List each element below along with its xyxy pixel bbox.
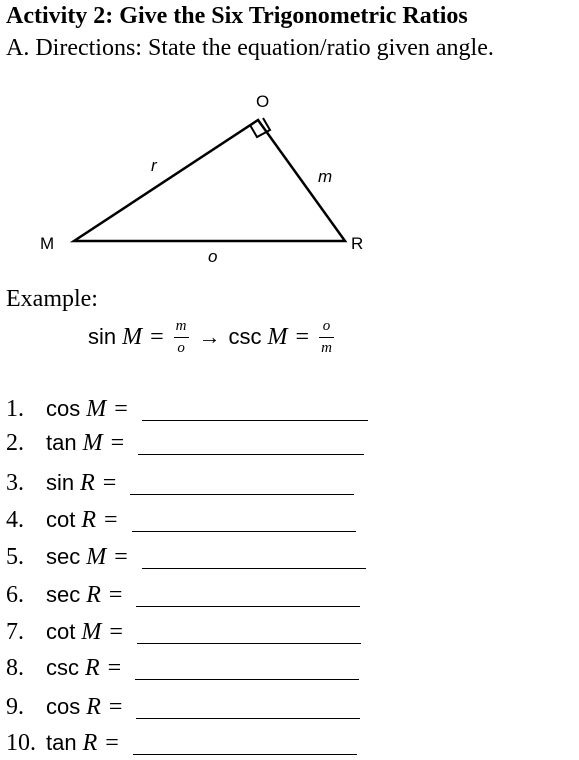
answer-blank[interactable] — [137, 621, 361, 644]
answer-blank[interactable] — [138, 432, 364, 455]
question-item — [6, 503, 356, 537]
equals-sign: = — [114, 543, 128, 570]
example-label: Example: — [6, 286, 98, 312]
answer-blank[interactable] — [135, 657, 359, 680]
question-item — [6, 540, 366, 574]
equals-sign: = — [104, 506, 118, 533]
angle-variable: M — [86, 395, 107, 422]
side-label-o: o — [208, 247, 218, 266]
equals-sign: = — [107, 654, 122, 681]
answer-blank[interactable] — [130, 472, 354, 495]
equals-sign: = — [109, 618, 123, 645]
triangle-figure — [0, 0, 579, 280]
question-item — [6, 392, 368, 426]
trig-function: cos — [46, 396, 81, 421]
trig-function: sin — [46, 470, 75, 495]
trig-function: sec — [46, 582, 81, 607]
angle-variable: R — [81, 506, 97, 533]
angle-variable: R — [80, 469, 95, 496]
equals-sign: = — [108, 693, 123, 720]
answer-blank[interactable] — [142, 398, 368, 421]
answer-blank[interactable] — [132, 509, 356, 532]
trig-function: csc — [46, 655, 79, 680]
trig-function: cos — [46, 694, 81, 719]
equals-sign: = — [150, 323, 164, 350]
example-right-function: csc — [228, 324, 262, 349]
side-label-r: r — [151, 156, 157, 175]
question-number: 7. — [6, 618, 24, 645]
question-item — [6, 690, 360, 724]
equals-sign: = — [102, 469, 117, 496]
example-equation — [88, 312, 336, 362]
trig-function: cot — [46, 619, 76, 644]
arrow-icon: → — [198, 324, 221, 349]
trig-function: sec — [46, 544, 81, 569]
side-label-m: m — [318, 167, 333, 186]
question-item — [6, 726, 357, 760]
fraction-numerator: m — [175, 317, 187, 334]
question-number: 5. — [6, 543, 24, 570]
page-title: Activity 2: Give the Six Trigonometric Ratios — [6, 3, 468, 29]
trig-function: tan — [46, 730, 77, 755]
triangle-omr — [74, 120, 345, 241]
question-item — [6, 651, 359, 685]
vertex-label-r: R — [351, 234, 364, 253]
question-number: 1. — [6, 395, 24, 422]
fraction-bar — [319, 337, 334, 338]
question-number: 10. — [6, 729, 36, 756]
angle-variable: R — [86, 581, 101, 608]
question-number: 2. — [6, 429, 24, 456]
question-number: 3. — [6, 469, 24, 496]
question-number: 6. — [6, 581, 24, 608]
question-number: 8. — [6, 654, 24, 681]
question-number: 4. — [6, 506, 24, 533]
example-right-angle: M — [267, 323, 288, 350]
fraction-bar — [174, 337, 189, 338]
equals-sign: = — [295, 323, 310, 350]
answer-blank[interactable] — [136, 584, 360, 607]
vertex-label-m: M — [40, 234, 55, 253]
example-left-angle: M — [122, 323, 143, 350]
question-item — [6, 426, 364, 460]
question-item — [6, 466, 354, 500]
angle-variable: R — [86, 693, 101, 720]
angle-variable: M — [82, 429, 103, 456]
angle-variable: R — [85, 654, 100, 681]
fraction-denominator: m — [321, 339, 332, 356]
equals-sign: = — [105, 729, 119, 756]
fraction-numerator: o — [322, 317, 331, 334]
example-left-fraction — [174, 318, 189, 357]
answer-blank[interactable] — [133, 732, 357, 755]
trig-function: tan — [46, 430, 77, 455]
fraction-denominator: o — [177, 339, 185, 356]
angle-variable: M — [86, 543, 107, 570]
example-left-function: sin — [88, 324, 117, 349]
directions-text: A. Directions: State the equation/ratio given angle. — [6, 35, 494, 61]
equals-sign: = — [108, 581, 123, 608]
trig-function: cot — [46, 507, 76, 532]
answer-blank[interactable] — [136, 696, 360, 719]
answer-blank[interactable] — [142, 546, 366, 569]
question-item — [6, 615, 361, 649]
question-number: 9. — [6, 693, 24, 720]
angle-variable: R — [82, 729, 98, 756]
equals-sign: = — [114, 395, 128, 422]
equals-sign: = — [110, 429, 125, 456]
question-item — [6, 578, 360, 612]
angle-variable: M — [81, 618, 102, 645]
example-right-fraction — [319, 318, 334, 357]
vertex-label-o: O — [256, 92, 270, 111]
